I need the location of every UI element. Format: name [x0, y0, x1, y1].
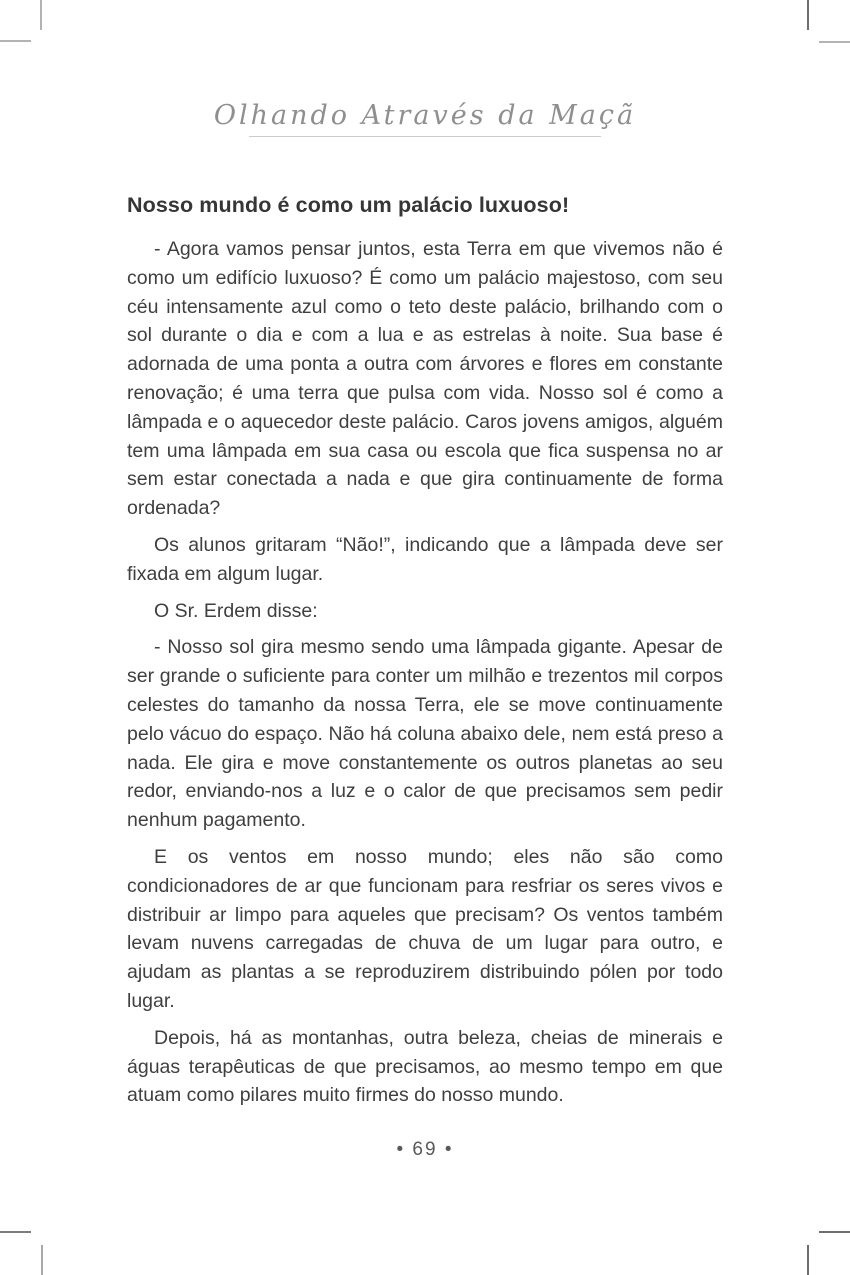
crop-mark-bottom-left-vertical: [41, 1245, 43, 1275]
crop-mark-bottom-right-horizontal: [819, 1231, 850, 1233]
page-number: • 69 •: [396, 1139, 454, 1160]
paragraph-4: - Nosso sol gira mesmo sendo uma lâmpada gigante. Apesar de ser grande o suficiente para conter um milhão e trezentos mil corpos celestes do tamanho da nossa Terra, ele se move continuamente pelo vácuo do espaço. Não há coluna abaixo dele, nem está preso a nada. Ele gira e move constantemente os outros planetas ao seu redor, enviando-nos a luz e o calor de que precisamos sem pedir nenhum pagamento.: [127, 636, 723, 832]
crop-mark-top-right-vertical: [807, 0, 809, 30]
crop-mark-top-left-horizontal: [0, 40, 31, 42]
paragraph-5: E os ventos em nosso mundo; eles não são como condicionadores de ar que funcionam para resfriar os seres vivos e distribuir ar limpo para aqueles que precisam? Os ventos também levam nuvens carregadas de chuva de um lugar para outro, e ajudam as plantas a se reproduzirem distribuindo pólen por todo lugar.: [127, 845, 723, 1012]
crop-mark-top-right-horizontal: [819, 41, 850, 43]
running-header-rule: [249, 136, 601, 137]
section-heading: Nosso mundo é como um palácio luxuoso!: [127, 193, 570, 217]
crop-mark-bottom-right-vertical: [807, 1245, 809, 1275]
running-header: Olhando Através da Maçã: [213, 100, 637, 131]
paragraph-6: Depois, há as montanhas, outra beleza, cheias de minerais e águas terapêuticas de que precisamos, ao mesmo tempo em que atuam como pilares muito firmes do nosso mundo.: [127, 1026, 723, 1107]
crop-mark-bottom-left-horizontal: [0, 1231, 31, 1233]
paragraph-3: O Sr. Erdem disse:: [154, 599, 318, 622]
paragraph-1: - Agora vamos pensar juntos, esta Terra em que vivemos não é como um edifício luxuoso? É como um palácio majestoso, com seu céu intensamente azul como o teto deste palácio, brilhando com o sol durante o dia e com a lua e as estrelas à noite. Sua base é adornada de uma ponta a outra com árvores e flores em constante renovação; é uma terra que pulsa com vida. Nosso sol é como a lâmpada e o aquecedor deste palácio. Caros jovens amigos, alguém tem uma lâmpada em sua casa ou escola que fica suspensa no ar sem estar conectada a nada e que gira continuamente de forma ordenada?: [127, 238, 723, 520]
crop-mark-top-left-vertical: [40, 0, 42, 30]
paragraph-2: Os alunos gritaram “Não!”, indicando que a lâmpada deve ser fixada em algum lugar.: [127, 533, 723, 585]
text-block: [127, 193, 723, 1118]
